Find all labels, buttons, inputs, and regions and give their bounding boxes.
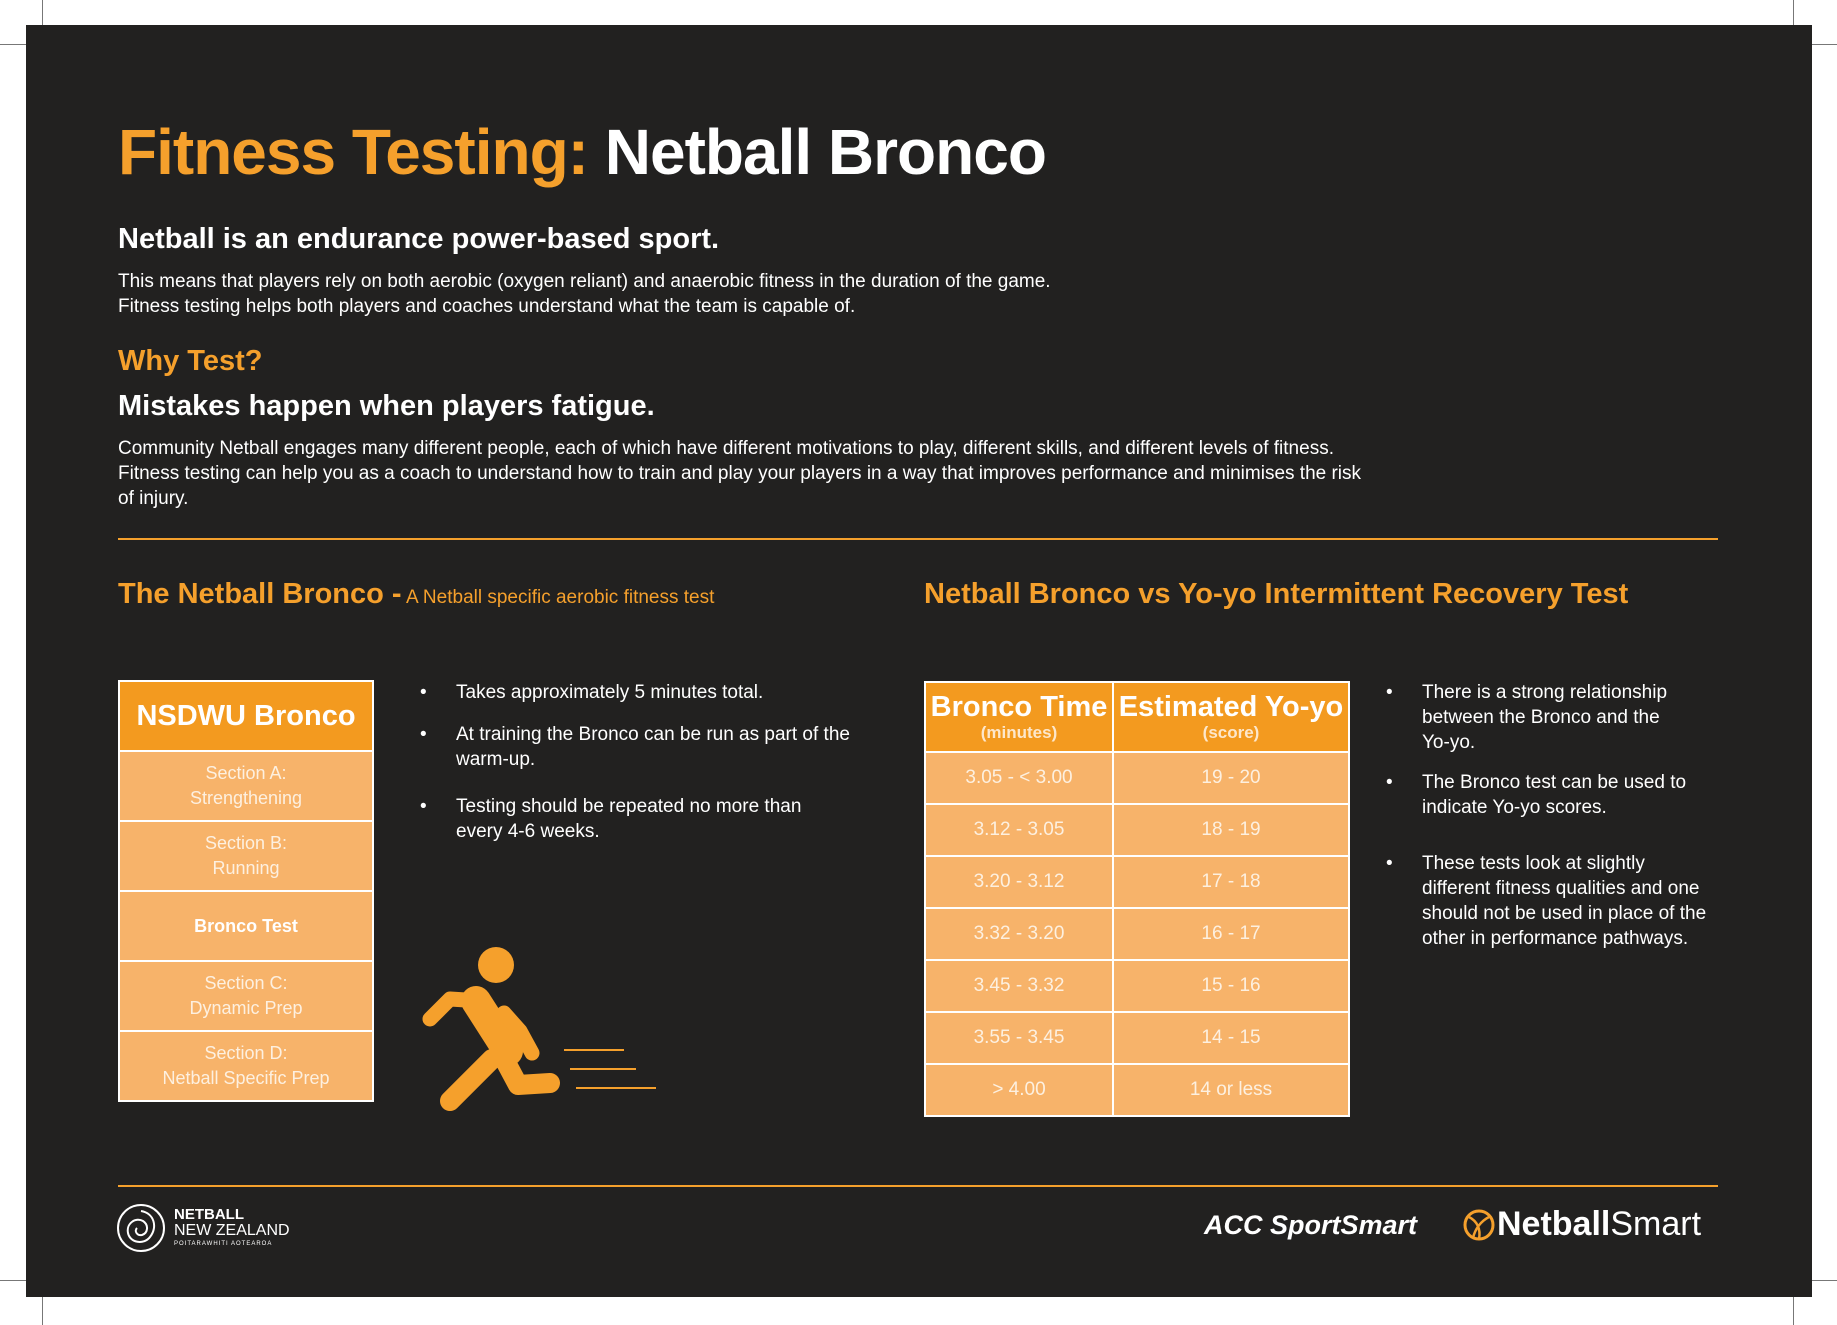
bullet-line: • At training the Bronco can be run as part of the [456,724,850,745]
nsdwu-row-line: Section D: [204,1043,288,1063]
nsdwu-row [120,822,372,890]
netball-nz-emblem-icon [116,1203,166,1253]
bullet-line: different fitness qualities and one [1422,878,1700,899]
bronco-time-cell: 3.32 - 3.20 [925,908,1113,960]
crop-mark [1793,1297,1794,1325]
crop-mark [42,1297,43,1325]
bronco-subheading: A Netball specific aerobic fitness test [406,587,715,608]
table-row [925,856,1349,908]
bronco-time-cell: 3.05 - < 3.00 [925,752,1113,804]
nsdwu-row [120,752,372,820]
bullet-item [416,722,896,772]
bullet-line: • Testing should be repeated no more than [456,796,802,817]
table-row [925,752,1349,804]
why-line-1: Community Netball engages many different people, each of which have different motivations to play, different skills, and different levels of fitness. [118,438,1334,459]
bullet-item [1382,851,1732,951]
bronco-yoyo-table [924,681,1350,1117]
bullet-line: • The Bronco test can be used to [1422,772,1687,793]
netball-nz-logo [116,1203,290,1253]
nsdwu-row-line: Section C: [204,973,288,993]
bullet-item [1382,680,1732,755]
acc-sportsmart-logo [1204,1210,1417,1241]
yoyo-score-cell: 16 - 17 [1113,908,1349,960]
title-part-1: Fitness Testing: [118,116,588,188]
comparison-bullets [1382,680,1732,951]
intro-line-2: Fitness testing helps both players and coaches understand what the team is capable of. [118,296,856,317]
nsdwu-row-line: Bronco Test [194,915,298,936]
nsdwu-row-line: Dynamic Prep [189,998,303,1018]
yoyo-score-cell: 19 - 20 [1113,752,1349,804]
bronco-time-cell: 3.12 - 3.05 [925,804,1113,856]
bullet-line: every 4-6 weeks. [456,821,600,842]
table-row [925,908,1349,960]
yoyo-score-cell: 18 - 19 [1113,804,1349,856]
bullet-line: between the Bronco and the [1422,707,1660,728]
bronco-time-cell: 3.45 - 3.32 [925,960,1113,1012]
bullet-line: warm-up. [456,749,536,770]
bullet-line: • These tests look at slightly [1422,853,1645,874]
table-row [925,960,1349,1012]
crop-mark [0,44,26,45]
table-row [925,804,1349,856]
why-line-2: Fitness testing can help you as a coach to understand how to train and play your players in a way that improves performance and minimises the risk [118,463,1362,484]
table-row [925,1064,1349,1116]
netballsmart-smart: Smart [1610,1205,1702,1243]
acc-text: ACC [1204,1210,1263,1240]
nsdwu-row-line: Section B: [204,833,288,853]
nsdwu-row-line: Netball Specific Prep [162,1068,330,1088]
divider-top [118,538,1718,540]
crop-mark [1793,0,1794,25]
divider-bottom [118,1185,1718,1187]
table-header-row [925,682,1349,752]
nnz-line-2: NEW ZEALAND [174,1222,290,1239]
crop-mark [1812,1280,1837,1281]
column-header-bronco-time: Bronco Time (minutes) [925,682,1113,752]
comparison-heading: Netball Bronco vs Yo-yo Intermittent Recovery Test [924,578,1629,610]
bullet-item [1382,770,1732,820]
nsdwu-row-line: Section A: [205,763,287,783]
bullet-line: Yo-yo. [1422,732,1476,753]
sportsmart-text: SportSmart [1270,1210,1418,1240]
nnz-line-3: POITARAWHITI AOTEAROA [174,1241,273,1247]
yoyo-score-cell: 15 - 16 [1113,960,1349,1012]
yoyo-score-cell: 14 - 15 [1113,1012,1349,1064]
bullet-item [416,680,896,705]
bronco-heading: The Netball Bronco - [118,578,402,610]
nsdwu-row [120,962,372,1030]
nsdwu-header: NSDWU Bronco [120,682,372,750]
nsdwu-row-line: Strengthening [189,788,303,808]
bronco-section-heading [118,578,714,611]
bullet-line: indicate Yo-yo scores. [1422,797,1607,818]
bullet-line: other in performance pathways. [1422,928,1689,949]
page-title [118,115,1046,189]
why-heading: Why Test? [118,345,263,377]
column-header-estimated-yoyo: Estimated Yo-yo (score) [1113,682,1349,752]
why-subheading: Mistakes happen when players fatigue. [118,390,655,422]
title-part-2: Netball Bronco [604,116,1046,188]
nnz-line-1: NETBALL [174,1206,244,1223]
yoyo-score-cell: 17 - 18 [1113,856,1349,908]
nsdwu-row-line: Running [212,858,280,878]
why-text [118,436,1518,511]
bronco-time-cell: 3.20 - 3.12 [925,856,1113,908]
yoyo-score-cell: 14 or less [1113,1064,1349,1116]
why-line-3: of injury. [118,488,189,509]
bullet-line: • Takes approximately 5 minutes total. [456,682,764,703]
bullet-item [416,794,896,844]
nsdwu-bronco-table [118,680,374,1102]
bronco-time-cell: > 4.00 [925,1064,1113,1116]
bronco-time-cell: 3.55 - 3.45 [925,1012,1113,1064]
bullet-line: should not be used in place of the [1422,903,1707,924]
poster [26,25,1812,1297]
netball-ball-icon [1463,1209,1495,1241]
netballsmart-logo [1463,1205,1701,1244]
intro-text [118,269,1418,319]
netballsmart-netball: Netball [1497,1205,1611,1243]
bullet-line: • There is a strong relationship [1422,682,1668,703]
crop-mark [0,1280,26,1281]
netball-nz-wordmark [174,1207,290,1249]
table-row [925,1012,1349,1064]
crop-mark [1812,44,1837,45]
running-person-icon [420,943,660,1113]
nsdwu-row [120,1032,372,1100]
intro-line-1: This means that players rely on both aerobic (oxygen reliant) and anaerobic fitness in the duration of the game. [118,271,1051,292]
bronco-bullets [416,680,896,844]
intro-heading: Netball is an endurance power-based sport. [118,223,720,255]
crop-mark [42,0,43,25]
nsdwu-row [120,892,372,960]
